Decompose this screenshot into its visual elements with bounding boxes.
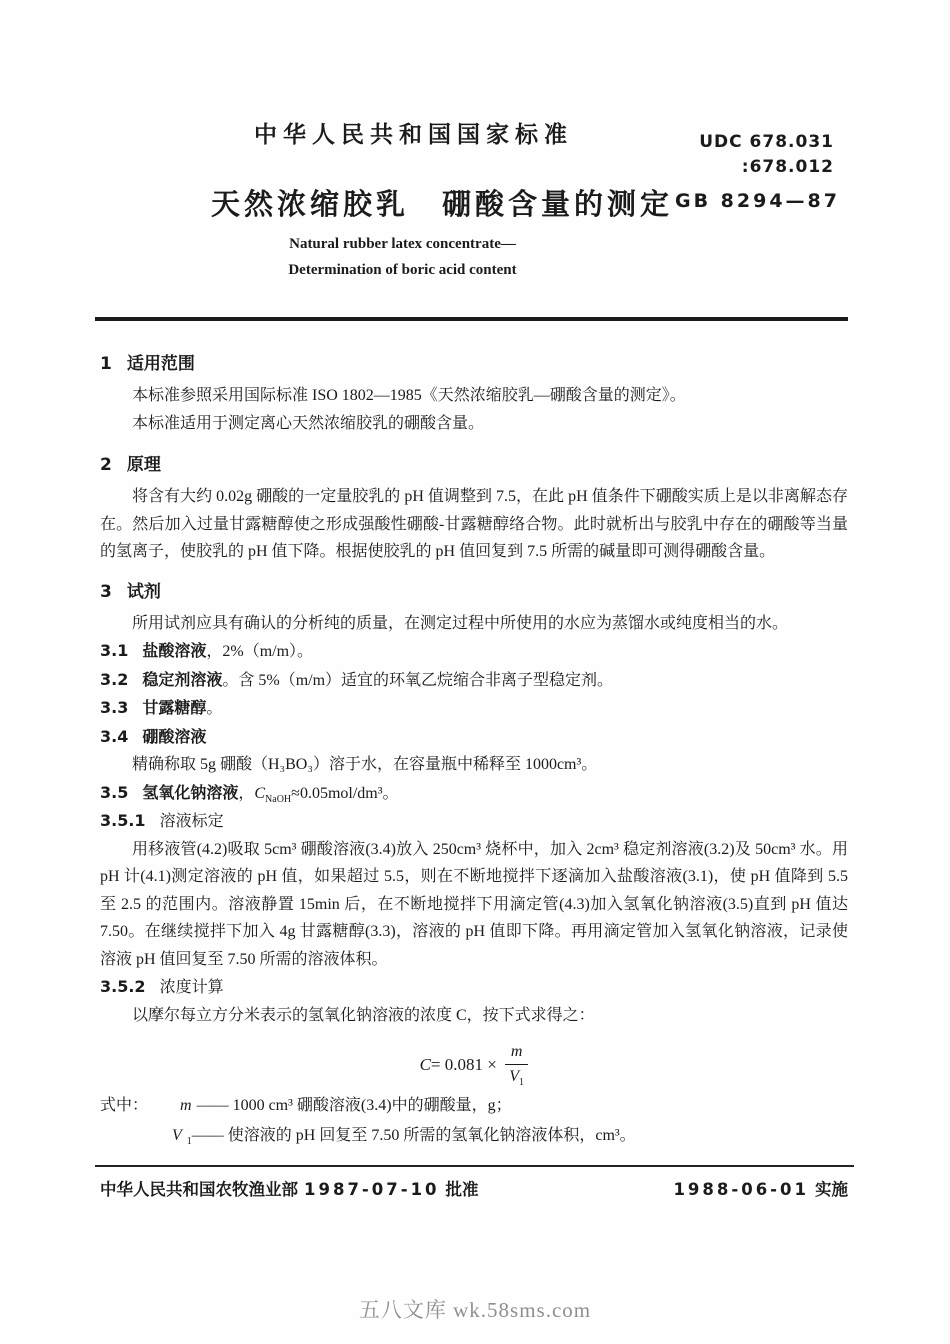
section-1-heading: [100, 352, 848, 376]
footer-divider: [95, 1165, 854, 1167]
standard-title-en-line2: Determination of boric acid content: [288, 262, 517, 278]
watermark: 五八文库 wk.58sms.com: [358, 1298, 592, 1322]
standard-title-cn: 天然浓缩胶乳 硼酸含量的测定: [211, 187, 674, 221]
standard-number: GB 8294—87: [674, 190, 840, 212]
reagent-item-3-3: [100, 694, 848, 723]
standard-title-en: [100, 231, 705, 283]
standardization-paragraph: 用移液管(4.2)吸取 5cm³ 硼酸溶液(3.4)放入 250cm³ 烧杯中，加入 2cm³ 稳定剂溶液(3.2)及 50cm³ 水。用 pH 计(4.1)测定溶液的 pH 值，如果超过 5.5，则在不断地搅拌下逐滴加入盐酸溶液(3.1)，使 pH 值降到 5.5 至 2.5 的范围内。溶液静置 15min 后，在不断地搅拌下用滴定管(4.3)加入氢氧化钠溶液(3.5)直到 pH 值达 7.50。在继续搅拌下加入 4g 甘露糖醇(3.3)，溶液的 pH 值即下降。再用滴定管加入氢氧化钠溶液，记录使溶液 pH 值回复至 7.50 所需的溶液体积。: [100, 840, 848, 968]
section-1-paragraph-1: 本标准参照采用国际标准 ISO 1802—1985《天然浓缩胶乳—硼酸含量的测定》。: [132, 387, 686, 404]
section-2-heading: [100, 453, 848, 477]
section-3-5-2-title: 浓度计算: [159, 977, 224, 996]
definition-v1-text: —— 使溶液的 pH 回复至 7.50 所需的氢氧化钠溶液体积，cm³。: [191, 1126, 636, 1144]
section-2-number: 2: [100, 455, 112, 475]
section-1-title: 适用范围: [126, 354, 195, 374]
definition-m-text: —— 1000 cm³ 硼酸溶液(3.4)中的硼酸量，g；: [196, 1097, 512, 1114]
udc-classification: [699, 130, 834, 180]
implementation-date: 1988-06-01: [673, 1180, 809, 1199]
formula-where-row-1: [100, 1092, 848, 1120]
formula-operator: = 0.081 ×: [430, 1054, 497, 1074]
reagent-3-4-term: 硼酸溶液: [142, 726, 207, 746]
reagent-item-3-4: [100, 723, 848, 752]
formula-denominator-subscript: 1: [519, 1077, 525, 1089]
reagent-3-3-number: 3.3: [100, 698, 129, 717]
reagent-3-1-text: ，2%（m/m）。: [206, 643, 314, 660]
approval-suffix: 批准: [445, 1180, 479, 1199]
boric-acid-solution-paragraph: 精确称取 5g 硼酸（H₃BO₃）溶于水，在容量瓶中稀释至 1000cm³。: [132, 756, 598, 773]
reagent-3-2-text: 。含 5%（m/m）适宜的环氧乙烷缩合非离子型稳定剂。: [222, 671, 614, 689]
concentration-formula: [100, 1041, 848, 1088]
document-header: [0, 0, 950, 340]
section-3-5-2-heading: [100, 973, 848, 1002]
where-definition-m: [180, 1092, 512, 1120]
reagent-3-4-number: 3.4: [100, 726, 129, 746]
header-divider: [95, 317, 848, 321]
formula-lhs-variable: C: [419, 1054, 431, 1074]
udc-line-2: :678.012: [741, 157, 834, 177]
formula-denominator: [506, 1065, 527, 1088]
udc-line-1: UDC 678.031: [699, 132, 834, 152]
section-3-5-1-number: 3.5.1: [100, 811, 146, 830]
symbol-v: V: [172, 1126, 182, 1144]
symbol-m: m: [180, 1097, 192, 1114]
section-3-title: 试剂: [126, 581, 161, 602]
concentration-calc-paragraph: 以摩尔每立方分米表示的氢氧化钠溶液的浓度 C，按下式求得之：: [132, 1006, 595, 1024]
reagent-item-3-5: [100, 779, 848, 808]
approval-info: [100, 1176, 479, 1204]
reagent-3-5-comma: ，: [238, 784, 255, 802]
section-2-paragraph-1: 将含有大约 0.02g 硼酸的一定量胶乳的 pH 值调整到 7.5，在此 pH 值条件下硼酸实质上是以非离解态存在。然后加入过量甘露糖醇使之形成强酸性硼酸-甘露糖醇络合物。此时就析出与胶乳中存在的硼酸等当量的氢离子，使胶乳的 pH 值下降。根据使胶乳的 pH 值回复到 7.5 所需的碱量即可测得硼酸含量。: [100, 488, 848, 560]
formula-fraction: [505, 1041, 529, 1088]
reagent-3-3-text: 。: [206, 700, 223, 717]
formula-numerator: m: [505, 1041, 529, 1065]
national-standard-heading: 中华人民共和国国家标准: [254, 122, 573, 148]
reagent-3-2-term: 稳定剂溶液: [142, 669, 223, 689]
concentration-symbol: C: [254, 784, 266, 802]
reagent-3-2-number: 3.2: [100, 669, 129, 689]
approval-org: 中华人民共和国农牧渔业部: [100, 1180, 298, 1199]
reagent-3-5-term: 氢氧化钠溶液: [142, 782, 239, 802]
standard-title-en-line1: Natural rubber latex concentrate—: [289, 236, 516, 252]
reagent-item-3-2: [100, 666, 848, 695]
footer: [100, 1176, 848, 1204]
reagent-3-5-text: ≈0.05mol/dm³。: [291, 784, 399, 802]
section-3-5-2-number: 3.5.2: [100, 977, 146, 996]
symbol-v-subscript: 1: [186, 1135, 192, 1147]
implementation-suffix: 实施: [815, 1180, 848, 1199]
section-2-title: 原理: [126, 455, 161, 475]
section-3-5-1-title: 溶液标定: [159, 811, 224, 830]
document-body: [0, 352, 950, 1204]
implementation-info: [667, 1176, 848, 1204]
section-3-heading: [100, 580, 848, 604]
section-1-number: 1: [100, 354, 112, 374]
where-label: 式中：: [100, 1097, 149, 1114]
reagent-3-5-number: 3.5: [100, 782, 129, 802]
section-3-intro: 所用试剂应具有确认的分析纯的质量，在测定过程中所使用的水应为蒸馏水或纯度相当的水。: [132, 614, 789, 632]
section-3-number: 3: [100, 581, 112, 602]
formula-where-row-2: [100, 1122, 848, 1150]
reagent-item-3-1: [100, 637, 848, 666]
formula-denominator-variable: V: [509, 1068, 520, 1085]
section-1-paragraph-2: 本标准适用于测定离心天然浓缩胶乳的硼酸含量。: [132, 414, 485, 432]
reagent-3-1-term: 盐酸溶液: [142, 641, 207, 660]
reagent-3-3-term: 甘露糖醇: [142, 698, 207, 717]
reagent-3-1-number: 3.1: [100, 641, 129, 660]
approval-date: 1987-07-10: [304, 1180, 440, 1199]
section-3-5-1-heading: [100, 807, 848, 836]
where-definition-v1: [172, 1122, 636, 1150]
concentration-symbol-subscript: NaOH: [265, 793, 292, 805]
